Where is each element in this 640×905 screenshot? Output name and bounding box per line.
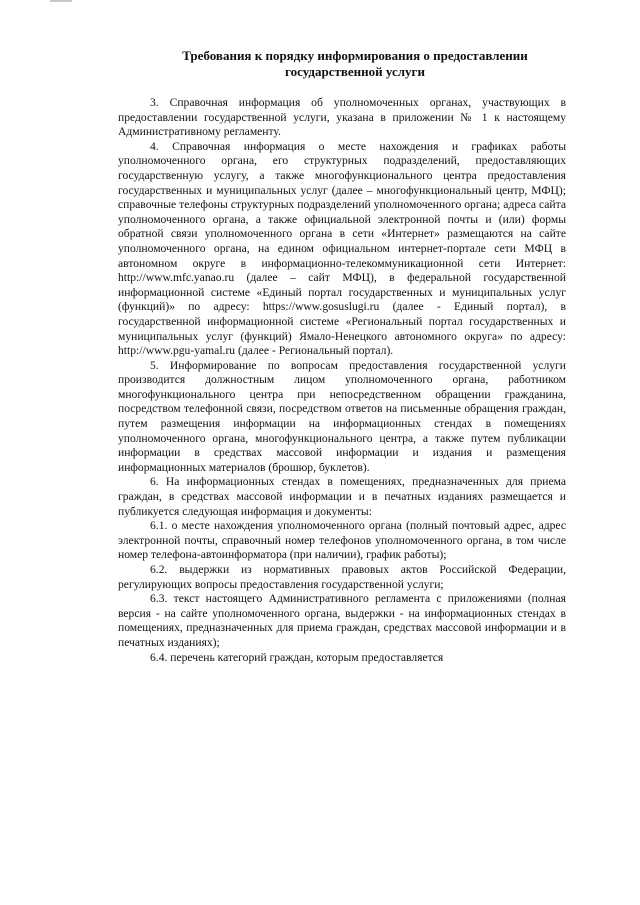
document-body [118, 96, 566, 665]
paragraph-6-3: 6.3. текст настоящего Административного регламента с приложениями (полная версия - на сайте уполномоченного органа, выдержки - на информационных стендах в помещениях, предназначенных для приема граждан, средствах массовой информации и в печатных изданиях); [118, 592, 566, 649]
paragraph-5: 5. Информирование по вопросам предоставления государственной услуги производится должностным лицом уполномоченного органа, работником многофункционального центра при непосредственном обращении гражданина, посредством телефонной связи, посредством ответов на письменные обращения граждан, путем размещения информации на информационных стендах в помещениях уполномоченного органа, многофункционального центра, а также путем публикации информации в средствах массовой информации и издания и размещения информационных материалов (брошюр, буклетов). [118, 358, 566, 474]
paragraph-4: 4. Справочная информация о месте нахождения и графиках работы уполномоченного органа, его структурных подразделений, предоставляющих государственную услугу, а также многофункционального центра предоставления государственных и муниципальных услуг (далее – многофункциональный центр, МФЦ); справочные телефоны структурных подразделений уполномоченного органа; адреса сайта уполномоченного органа, а также официальной электронной почты и (или) формы обратной связи уполномоченного органа в сети «Интернет» размещаются на сайте уполномоченного органа, на едином официальном интернет-портале сети МФЦ в автономном округе в информационно-телекоммуникационной сети Интернет: http://www.mfc.yanao.ru (далее – сайт МФЦ), в федеральной государственной информационной системе «Единый портал государственных и муниципальных услуг (функций)» по адресу: https://www.gosuslugi.ru (далее - Единый портал), в государственной информационной системе «Региональный портал государственных и муниципальных услуг (функций) Ямало-Ненецкого автономного округа» по адресу: http://www.pgu-yamal.ru (далее - Региональный портал). [118, 139, 566, 358]
title-line-1: Требования к порядку информирования о предоставлении [182, 48, 528, 63]
document-title [120, 48, 590, 80]
title-line-2: государственной услуги [285, 64, 425, 79]
paragraph-6-4: 6.4. перечень категорий граждан, которым предоставляется [150, 650, 444, 664]
paragraph-6-1: 6.1. о месте нахождения уполномоченного органа (полный почтовый адрес, адрес электронной почты, справочный номер телефонов уполномоченного органа, в том числе номер телефона-автоинформатора (при наличии), график работы); [118, 519, 566, 562]
paragraph-6-2: 6.2. выдержки из нормативных правовых актов Российской Федерации, регулирующих вопросы предоставления государственной услуги; [118, 563, 566, 591]
paragraph-6: 6. На информационных стендах в помещениях, предназначенных для приема граждан, в средствах массовой информации и в печатных изданиях размещается и публикуется следующая информация и документы: [118, 475, 566, 518]
scan-corner-mark [50, 0, 72, 2]
paragraph-3: 3. Справочная информация об уполномоченных органах, участвующих в предоставлении государственной услуги, указана в приложении № 1 к настоящему Административному регламенту. [118, 96, 566, 139]
